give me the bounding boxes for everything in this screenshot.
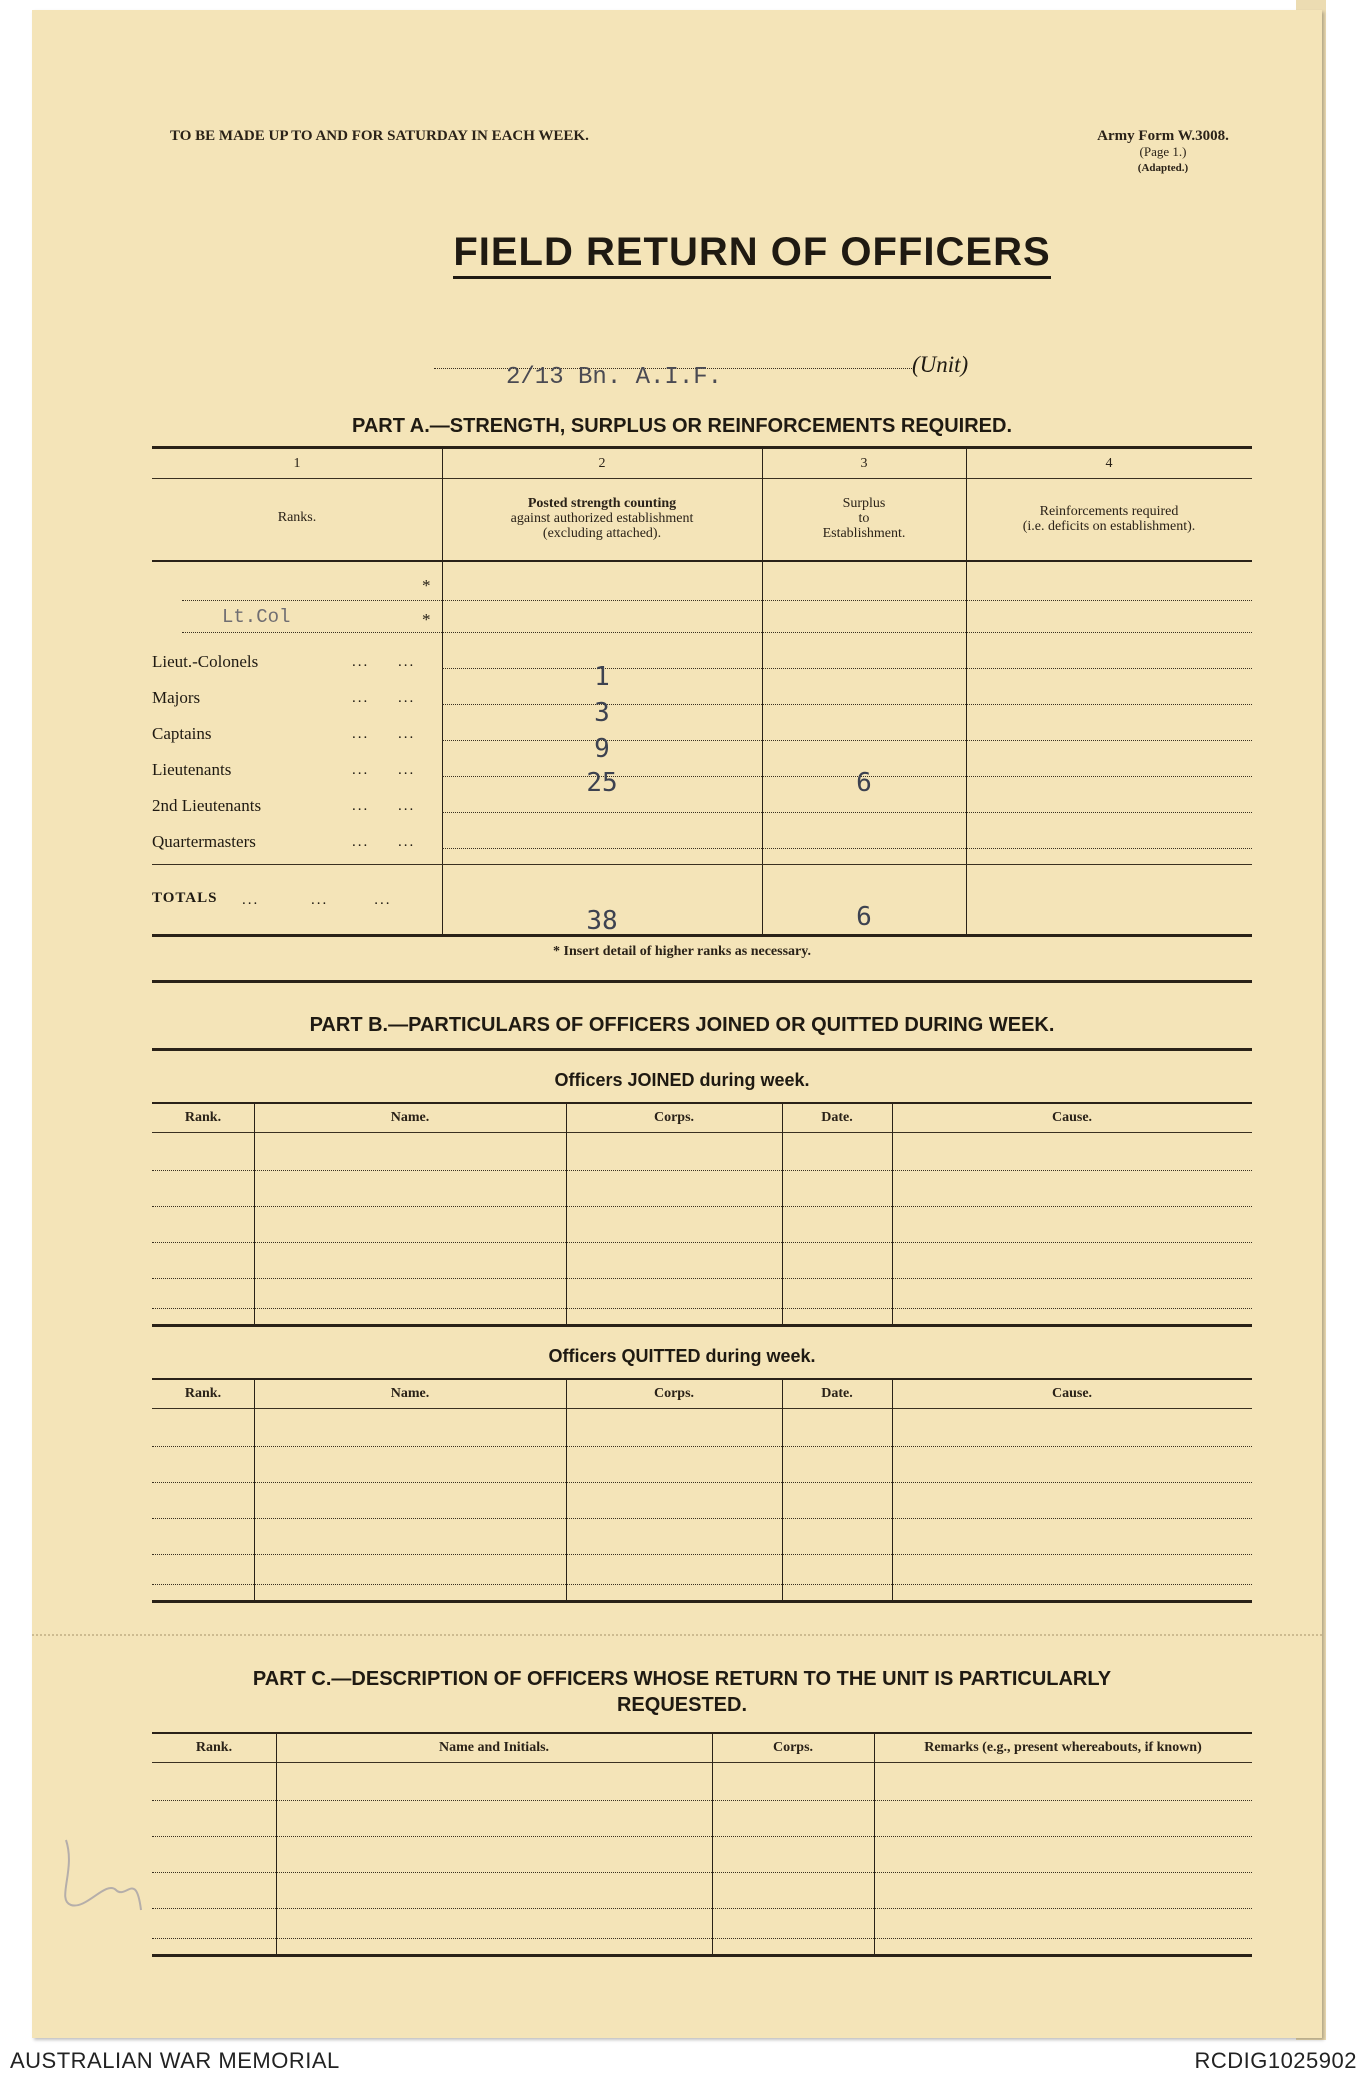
col-number-1: 1: [293, 456, 301, 471]
joined-heading: Officers JOINED during week.: [554, 1070, 810, 1090]
part-c-col-name: Name and Initials.: [438, 1740, 550, 1755]
part-b-heading: PART B.—PARTICULARS OF OFFICERS JOINED OR QUITTED DURING WEEK.: [309, 1014, 1055, 1036]
rank-label-captains: Captains: [152, 724, 212, 743]
quitted-col-date: Date.: [821, 1386, 853, 1401]
asterisk-2: *: [422, 610, 431, 629]
archive-name: AUSTRALIAN WAR MEMORIAL: [10, 2048, 340, 2073]
asterisk-1: *: [422, 576, 431, 595]
higher-rank-entry: Lt.Col: [222, 606, 291, 628]
posted-lieut-colonels: 1: [594, 662, 610, 692]
part-c-table: [152, 1732, 1252, 1956]
rank-label-lieutenants: Lieutenants: [152, 760, 232, 779]
part-a-heading: PART A.—STRENGTH, SURPLUS OR REINFORCEMENTS REQUIRED.: [351, 415, 1013, 437]
page-number: (Page 1.): [1139, 144, 1187, 159]
quitted-col-cause: Cause.: [1051, 1386, 1093, 1401]
col-number-3: 3: [860, 456, 868, 471]
part-c-col-rank: Rank.: [195, 1740, 233, 1755]
reinforcements-header: Reinforcements required (i.e. deficits on establishment).: [1022, 504, 1196, 534]
quitted-heading: Officers QUITTED during week.: [548, 1346, 816, 1366]
posted-majors: 3: [594, 698, 610, 728]
posted-header: Posted strength counting against authorized establishment (excluding attached).: [510, 496, 694, 541]
quitted-col-rank: Rank.: [184, 1386, 222, 1401]
joined-col-corps: Corps.: [653, 1110, 695, 1125]
perforation: [32, 1634, 1322, 1636]
archive-id: RCDIG1025902: [1194, 2048, 1357, 2073]
form-sheet: [32, 10, 1322, 2038]
page-title: FIELD RETURN OF OFFICERS: [453, 230, 1050, 279]
rank-label-lieut-colonels: Lieut.-Colonels: [152, 652, 259, 671]
col-number-2: 2: [598, 456, 606, 471]
joined-col-rank: Rank.: [184, 1110, 222, 1125]
rank-label-2nd-lieutenants: 2nd Lieutenants: [152, 796, 262, 815]
adapted-note: (Adapted.): [1137, 162, 1189, 174]
unit-label: (Unit): [912, 352, 969, 377]
quitted-table: [152, 1378, 1252, 1602]
posted-captains: 9: [594, 734, 610, 764]
joined-col-date: Date.: [821, 1110, 853, 1125]
footnote: * Insert detail of higher ranks as necessary.: [553, 944, 811, 959]
part-a-table: 1 2 3 4 Ranks. Posted strength counting against authorized establishment (excluding attached). Surplus to Establishment. Reinforcements required (i.e. deficits on establishment). * * Lt.Col Lieut.-Colonels Majors Captains Lieutenants 2nd Lieutenants Quartermasters ... ... ... ... ... ... ... ... ... ... ... ... 1 3 9 25 6 TOTALS ... ... ... 38 6: [152, 446, 1252, 936]
instruction-text: TO BE MADE UP TO AND FOR SATURDAY IN EACH WEEK.: [170, 128, 589, 144]
form-reference: [1078, 128, 1248, 176]
joined-table: [152, 1102, 1252, 1326]
joined-col-name: Name.: [390, 1110, 430, 1125]
part-c-heading: PART C.—DESCRIPTION OF OFFICERS WHOSE RETURN TO THE UNIT IS PARTICULARLY REQUESTED.: [252, 1668, 1112, 1716]
totals-posted: 38: [586, 906, 618, 936]
part-c-col-remarks: Remarks (e.g., present whereabouts, if known): [924, 1740, 1202, 1755]
surplus-lieutenants: 6: [856, 768, 872, 798]
rank-label-quartermasters: Quartermasters: [152, 832, 256, 851]
ranks-header: Ranks.: [277, 510, 317, 525]
surplus-header: Surplus to Establishment.: [822, 496, 906, 541]
unit-field: [434, 364, 914, 391]
totals-label: TOTALS: [152, 890, 218, 906]
col-number-4: 4: [1105, 456, 1113, 471]
form-number: Army Form W.3008.: [1097, 128, 1229, 144]
joined-col-cause: Cause.: [1051, 1110, 1093, 1125]
quitted-col-name: Name.: [390, 1386, 430, 1401]
pencil-mark-icon: [46, 1810, 156, 1930]
part-c-col-corps: Corps.: [772, 1740, 814, 1755]
totals-surplus: 6: [856, 902, 872, 932]
quitted-col-corps: Corps.: [653, 1386, 695, 1401]
rank-label-majors: Majors: [152, 688, 201, 707]
unit-value: 2/13 Bn. A.I.F.: [506, 364, 723, 391]
posted-lieutenants: 25: [586, 768, 618, 798]
